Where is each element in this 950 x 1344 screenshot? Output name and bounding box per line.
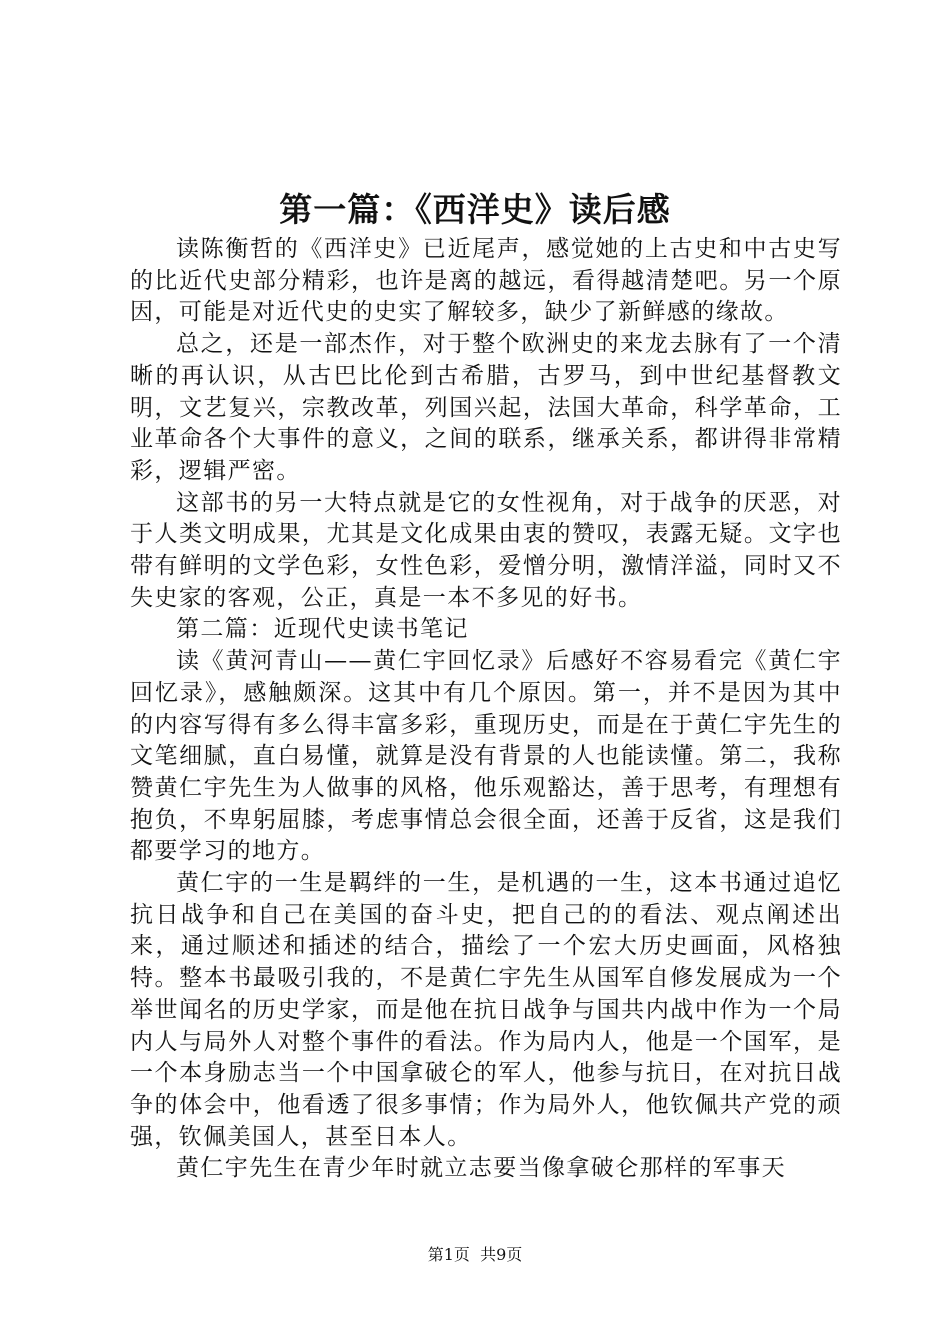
document-body — [130, 234, 842, 1185]
paragraph: 这部书的另一大特点就是它的女性视角，对于战争的厌恶，对于人类文明成果，尤其是文化成果由衷的赞叹，表露无疑。文字也带有鲜明的文学色彩，女性色彩，爱憎分明，激情洋溢，同时又不失史家的客观，公正，真是一本不多见的好书。 — [130, 489, 842, 611]
paragraph: 读《黄河青山——黄仁宇回忆录》后感好不容易看完《黄仁宇回忆录》，感触颇深。这其中有几个原因。第一，并不是因为其中的内容写得有多么得丰富多彩，重现历史，而是在于黄仁宇先生的文笔细腻，直白易懂，就算是没有背景的人也能读懂。第二，我称赞黄仁宇先生为人做事的风格，他乐观豁达，善于思考，有理想有抱负，不卑躬屈膝，考虑事情总会很全面，还善于反省，这是我们都要学习的地方。 — [130, 648, 842, 865]
paragraph: 黄仁宇的一生是羁绊的一生，是机遇的一生，这本书通过追忆抗日战争和自己在美国的奋斗史，把自己的的看法、观点阐述出来，通过顺述和插述的结合，描绘了一个宏大历史画面，风格独特。整本书最吸引我的，不是黄仁宇先生从国军自修发展成为一个举世闻名的历史学家，而是他在抗日战争与国共内战中作为一个局内人与局外人对整个事件的看法。作为局内人，他是一个国军，是一个本身励志当一个中国拿破仑的军人，他参与抗日，在对抗日战争的体会中，他看透了很多事情；作为局外人，他钦佩共产党的顽强，钦佩美国人，甚至日本人。 — [130, 870, 842, 1150]
paragraph: 黄仁宇先生在青少年时就立志要当像拿破仑那样的军事天 — [176, 1155, 786, 1182]
section-heading: 第二篇：近现代史读书笔记 — [176, 616, 469, 643]
paragraph: 总之，还是一部杰作，对于整个欧洲史的来龙去脉有了一个清晰的再认识，从古巴比伦到古希腊，古罗马，到中世纪基督教文明，文艺复兴，宗教改革，列国兴起，法国大革命，科学革命，工业革命各个大事件的意义，之间的联系，继承关系，都讲得非常精彩，逻辑严密。 — [130, 331, 842, 484]
paragraph: 读陈衡哲的《西洋史》已近尾声，感觉她的上古史和中古史写的比近代史部分精彩，也许是离的越远，看得越清楚吧。另一个原因，可能是对近代史的史实了解较多，缺少了新鲜感的缘故。 — [130, 236, 842, 326]
page-total: 共9页 — [480, 1245, 523, 1264]
document-title: 第一篇：《西洋史》读后感 — [279, 190, 671, 229]
page-footer — [0, 1244, 950, 1266]
page-number: 第1页 — [427, 1245, 470, 1264]
